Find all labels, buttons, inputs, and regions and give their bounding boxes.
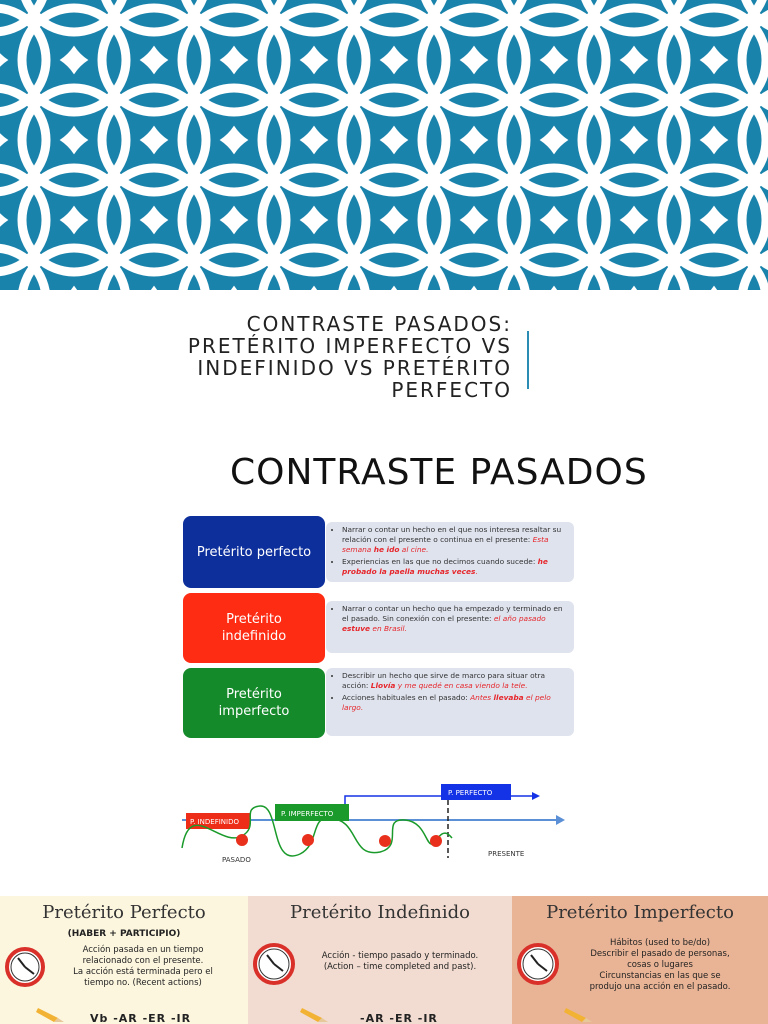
clock-icon [4, 946, 46, 988]
tense-label-text: indefinido [221, 629, 287, 644]
verb-endings: -AR -ER -IR [360, 1012, 438, 1024]
circle-lattice-pattern [0, 0, 768, 290]
description-line: (Action – time completed and past). [323, 962, 477, 972]
tense-label-text: Pretérito perfecto [196, 544, 312, 560]
imperfecto-label: P. IMPERFECTO [281, 810, 334, 818]
tense-description [326, 601, 574, 653]
tense-description [326, 668, 574, 736]
description-line: Describir el pasado de personas, [590, 949, 730, 959]
bullet-text: Describir un hecho que sirve de marco para situar otra acción: [342, 671, 546, 690]
clock-icon [516, 942, 560, 986]
tense-label-indefinido [183, 593, 325, 663]
description-line: cosas o lugares [627, 960, 693, 970]
example-text: en Brasil. [370, 624, 407, 633]
bullet-text: Narrar o contar un hecho que ha empezado y terminado en el pasado. Sin conexión con el presente: [342, 604, 563, 623]
title-slide [0, 0, 768, 420]
tense-bullet [342, 525, 568, 555]
tense-description [326, 522, 574, 582]
indefinido-label: P. INDEFINIDO [190, 818, 239, 826]
title-line: PRETÉRITO IMPERFECTO VS [187, 334, 512, 358]
tense-label-imperfecto [183, 668, 325, 738]
panel-title: Pretérito Indefinido [290, 902, 470, 923]
description-line: La acción está terminada pero el [73, 967, 213, 977]
bullet-text: Narrar o contar un hecho en el que nos interesa resaltar su relación con el presente o continua en el presente: [342, 525, 562, 544]
panel-subtitle: (HABER + PARTICIPIO) [67, 929, 181, 939]
example-text: al cine. [399, 545, 429, 554]
bullet-text: Experiencias en las que no decimos cuando sucede: [342, 557, 538, 566]
panel-perfecto [0, 896, 248, 1024]
tense-label-text: Pretérito [226, 612, 282, 627]
title-line: CONTRASTE PASADOS: [246, 312, 512, 336]
event-dot [236, 834, 248, 846]
example-verb: he ido [373, 545, 400, 554]
example-verb: estuve [342, 624, 371, 633]
title-line: PERFECTO [391, 378, 512, 402]
example-verb: he probado la paella muchas veces [342, 557, 548, 576]
event-dot [379, 835, 391, 847]
tense-bullet [342, 557, 568, 577]
description-line: Acción - tiempo pasado y terminado. [321, 951, 479, 961]
pencil-icon [564, 1006, 594, 1024]
title-divider [527, 331, 529, 389]
tense-timeline-diagram [180, 758, 570, 870]
presente-label: PRESENTE [488, 850, 525, 858]
tense-label-text: Pretérito [226, 687, 282, 702]
slide-title: CONTRASTE PASADOS [230, 452, 648, 493]
pencil-icon [300, 1006, 330, 1024]
title-line: INDEFINIDO VS PRETÉRITO [197, 356, 512, 380]
timeline-arrowhead [556, 815, 565, 825]
example-verb: Llovía [370, 681, 396, 690]
perfecto-arrowhead [532, 792, 540, 800]
tense-bullet [342, 693, 568, 713]
panel-imperfecto [512, 896, 768, 1024]
example-text: y me quedé en casa viendo la tele. [395, 681, 528, 690]
example-text: el pelo largo. [342, 693, 551, 712]
summary-slide [0, 896, 768, 1024]
contrast-slide [0, 420, 768, 896]
panel-title: Pretérito Perfecto [42, 902, 206, 923]
presentation-title [120, 313, 512, 401]
description-line: produjo una acción en el pasado. [589, 982, 731, 992]
panel-description [300, 951, 500, 973]
description-line: tiempo no. (Recent actions) [84, 978, 202, 988]
tense-label-perfecto [183, 516, 325, 588]
pencil-icon [36, 1006, 66, 1024]
clock-icon [252, 942, 296, 986]
event-dot [302, 834, 314, 846]
perfecto-label: P. PERFECTO [448, 789, 493, 797]
tense-row-indefinido [183, 593, 575, 663]
tense-label-text: imperfecto [218, 704, 290, 719]
description-line: Hábitos (used to be/do) [609, 938, 711, 948]
event-dot [430, 835, 442, 847]
example-text: . [475, 567, 478, 576]
verb-endings: Vb -AR -ER -IR [90, 1012, 192, 1024]
panel-indefinido [248, 896, 512, 1024]
description-line: Circunstancias en las que se [599, 971, 721, 981]
panel-title: Pretérito Imperfecto [546, 902, 734, 923]
example-verb: llevaba [493, 693, 524, 702]
pasado-label: PASADO [222, 856, 251, 864]
bullet-text: Acciones habituales en el pasado: [342, 693, 471, 702]
example-text: Antes [470, 693, 494, 702]
panel-description [48, 945, 238, 989]
description-line: Acción pasada en un tiempo [82, 945, 204, 955]
example-text: Esta semana [342, 535, 549, 554]
tense-bullet [342, 604, 568, 634]
panel-description [560, 938, 760, 993]
description-line: relacionado con el presente. [82, 956, 204, 966]
tense-bullet [342, 671, 568, 691]
tense-row-imperfecto [183, 668, 575, 738]
tense-row-perfecto [183, 516, 575, 588]
example-text: el año pasado [493, 614, 546, 623]
